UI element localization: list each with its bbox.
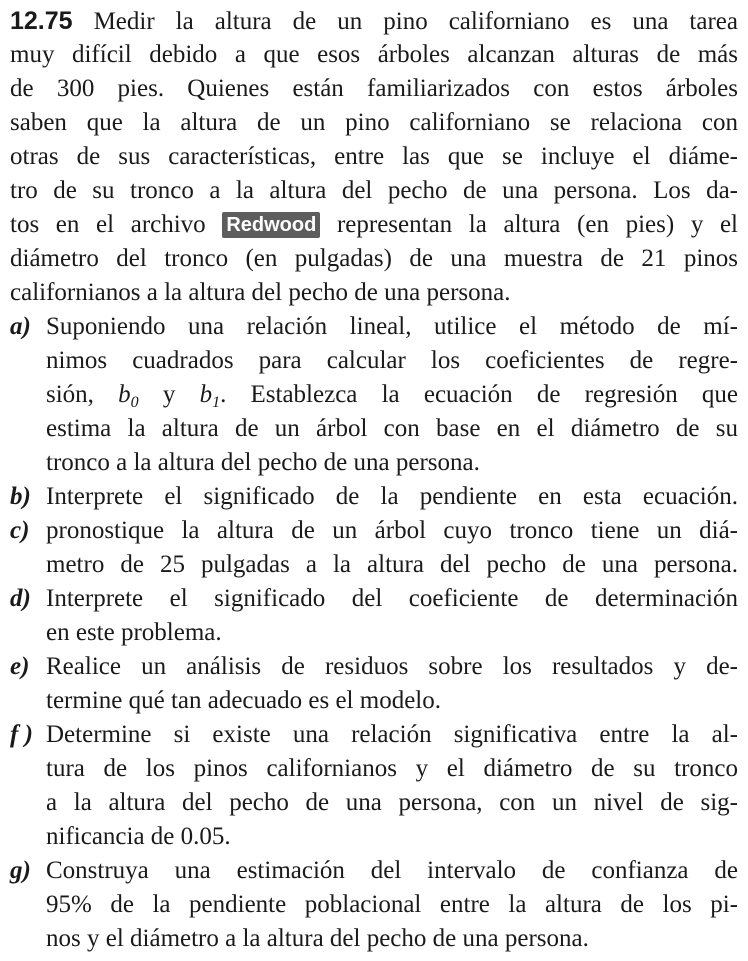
part-a-line-5: tronco a la altura del pecho de una persona.: [46, 449, 480, 476]
part-f-label: f ): [10, 721, 33, 748]
intro-line-1: [10, 4, 738, 38]
part-e-line-1: Realice un análisis de residuos sobre los resultados y de-: [46, 653, 738, 680]
intro-line-3: de 300 pies. Quienes están familiarizados con estos árboles: [10, 75, 738, 102]
intro-line-6: tro de su tronco a la altura del pecho de una persona. Los da-: [10, 177, 738, 204]
part-a-line-3-end: . Establezca la ecuación de regresión que: [220, 381, 738, 408]
coef-b0-letter: b: [118, 381, 131, 408]
intro-line-5: otras de sus características, entre las que se incluye el diáme-: [10, 143, 738, 170]
part-f-line-1: Determine si existe una relación significativa entre la al-: [46, 721, 738, 748]
part-a-line-2: nimos cuadrados para calcular los coeficientes de regre-: [46, 347, 738, 374]
data-file-badge[interactable]: Redwood: [222, 212, 320, 238]
part-b-label: b): [10, 483, 31, 510]
part-a-line-3-mid: y: [138, 381, 200, 408]
intro-text-1: Medir la altura de un pino californiano es una tarea: [72, 8, 738, 35]
part-f-line-4: nificancia de 0.05.: [46, 823, 231, 850]
intro-line-7-start: tos en el archivo: [10, 211, 223, 238]
part-e-label: e): [10, 653, 30, 680]
intro-line-7: [10, 208, 738, 242]
part-f-line-3: a la altura del pecho de una persona, con un nivel de sig-: [46, 789, 738, 816]
part-c-line-1: pronostique la altura de un árbol cuyo tronco tiene un diá-: [46, 517, 738, 544]
part-a-line-1: Suponiendo una relación lineal, utilice el método de mí-: [46, 313, 738, 340]
part-c-line-2: metro de 25 pulgadas a la altura del pecho de una persona.: [46, 551, 738, 578]
coef-b1-letter: b: [199, 381, 213, 408]
part-d-label: d): [10, 585, 31, 612]
coef-b0: [118, 381, 139, 411]
part-f-line-2: tura de los pinos californianos y el diámetro de su tronco: [46, 755, 738, 782]
part-c-label: c): [10, 517, 30, 544]
part-d-line-1: Interprete el significado del coeficiente de determinación: [46, 585, 738, 612]
part-a-label: a): [10, 313, 31, 340]
part-g-label: g): [10, 857, 31, 884]
part-b-line-1: Interprete el significado de la pendiente en esta ecuación.: [46, 483, 738, 510]
problem-number: 12.75: [10, 7, 73, 35]
coef-b0-subscript: 0: [130, 394, 139, 411]
coef-b1: [199, 381, 221, 411]
part-g-line-3: nos y el diámetro a la altura del pecho de una persona.: [46, 925, 589, 952]
part-a-line-3-start: sión,: [46, 381, 119, 408]
intro-line-4: saben que la altura de un pino californiano se relaciona con: [10, 109, 738, 136]
intro-line-9: californianos a la altura del pecho de una persona.: [10, 279, 511, 306]
part-d-line-2: en este problema.: [46, 619, 222, 646]
part-g-line-1: Construya una estimación del intervalo de confianza de: [46, 857, 738, 884]
part-g-line-2: 95% de la pendiente poblacional entre la altura de los pi-: [46, 891, 738, 918]
intro-line-8: diámetro del tronco (en pulgadas) de una muestra de 21 pinos: [10, 245, 738, 272]
part-a-line-4: estima la altura de un árbol con base en el diámetro de su: [46, 415, 738, 442]
part-a-line-3: [46, 378, 738, 412]
intro-line-2: muy difícil debido a que esos árboles alcanzan alturas de más: [10, 41, 738, 68]
part-e-line-2: termine qué tan adecuado es el modelo.: [46, 687, 441, 714]
coef-b1-subscript: 1: [212, 394, 221, 411]
intro-line-7-end: representan la altura (en pies) y el: [320, 211, 738, 238]
